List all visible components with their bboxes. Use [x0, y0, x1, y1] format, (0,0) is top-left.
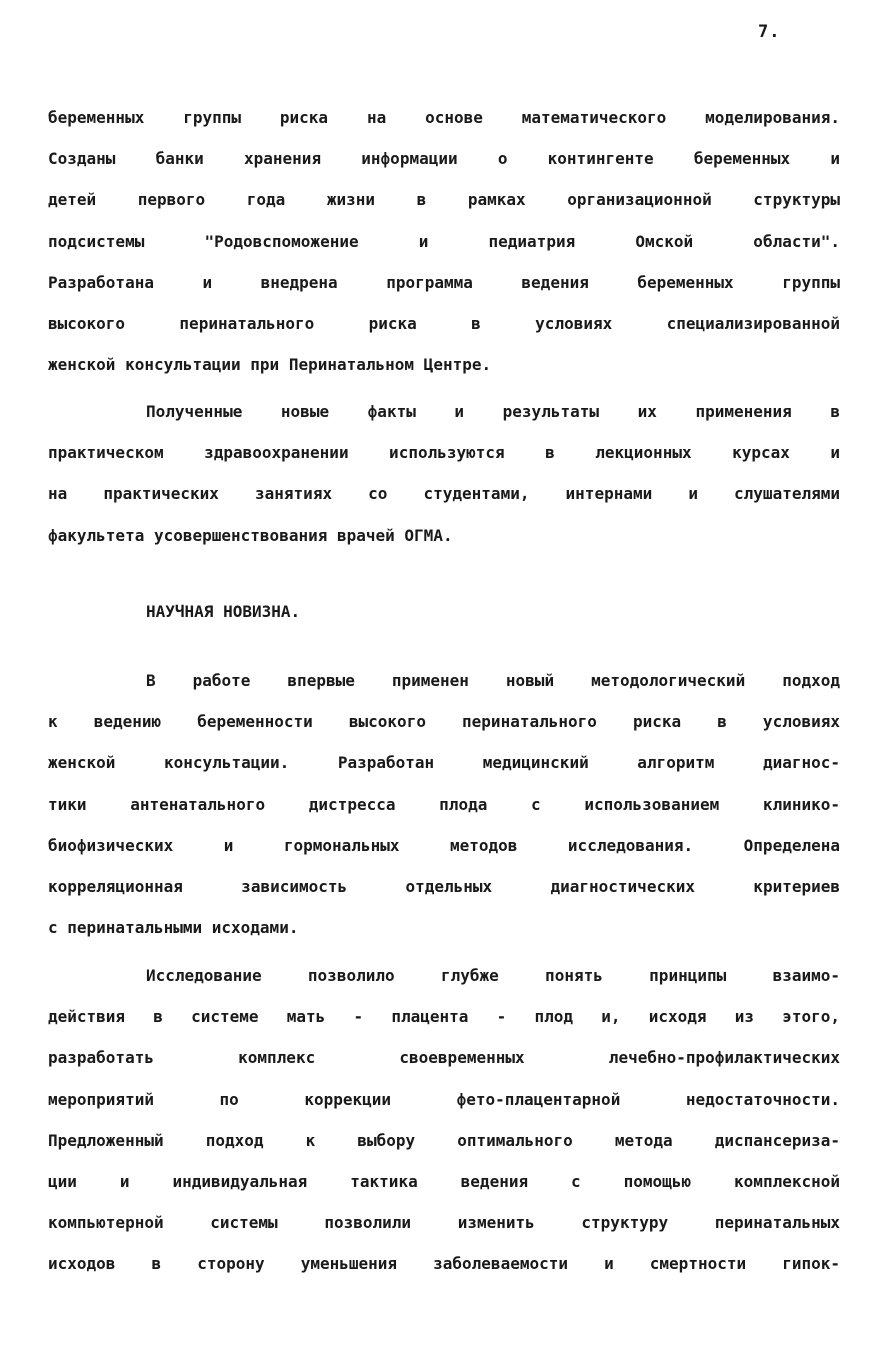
text-line: компьютерной системы позволили изменить структуру перинатальных	[48, 1213, 840, 1233]
paragraph-4	[48, 955, 840, 1285]
paragraph-1	[48, 97, 840, 385]
text-line: Исследование позволило глубже понять принципы взаимо-	[146, 966, 840, 985]
text-line: на практических занятиях со студентами, интернами и слушателями	[48, 484, 840, 504]
page-number: 7.	[758, 22, 781, 42]
paragraph-2	[48, 391, 840, 556]
text-line: к ведению беременности высокого перинатального риска в условиях	[48, 712, 840, 732]
text-line: беременных группы риска на основе математического моделирования.	[48, 108, 840, 127]
text-line: ции и индивидуальная тактика ведения с помощью комплексной	[48, 1171, 840, 1191]
text-line: тики антенатального дистресса плода с использованием клинико-	[48, 794, 840, 814]
section-heading: НАУЧНАЯ НОВИЗНА.	[146, 602, 301, 621]
text-line: действия в системе мать - плацента - плод и, исходя из этого,	[48, 1007, 840, 1027]
text-line: практическом здравоохранении используются в лекционных курсах и	[48, 443, 840, 463]
text-line: Предложенный подход к выбору оптимального метода диспансериза-	[48, 1130, 840, 1150]
text-line: с перинатальными исходами.	[48, 918, 299, 938]
text-line: подсистемы "Родовспоможение и педиатрия Омской области".	[48, 231, 840, 251]
text-line: детей первого года жизни в рамках организационной структуры	[48, 190, 840, 210]
text-line: факультета усовершенствования врачей ОГМА.	[48, 525, 453, 545]
text-line: женской консультации. Разработан медицинский алгоритм диагнос-	[48, 753, 840, 773]
text-line: корреляционная зависимость отдельных диагностических критериев	[48, 876, 840, 896]
text-line: В работе впервые применен новый методологический подход	[146, 671, 840, 690]
text-line: разработать комплекс своевременных лечебно-профилактических	[48, 1048, 840, 1068]
text-line: мероприятий по коррекции фето-плацентарной недостаточности.	[48, 1089, 840, 1109]
paragraph-3	[48, 660, 840, 948]
text-line: высокого перинатального риска в условиях специализированной	[48, 313, 840, 333]
text-line: исходов в сторону уменьшения заболеваемости и смертности гипок-	[48, 1254, 840, 1274]
text-line: Полученные новые факты и результаты их применения в	[146, 402, 840, 421]
text-line: биофизических и гормональных методов исследования. Определена	[48, 835, 840, 855]
text-line: Разработана и внедрена программа ведения беременных группы	[48, 272, 840, 292]
text-line: женской консультации при Перинатальном Центре.	[48, 355, 492, 375]
text-line: Созданы банки хранения информации о контингенте беременных и	[48, 149, 840, 169]
